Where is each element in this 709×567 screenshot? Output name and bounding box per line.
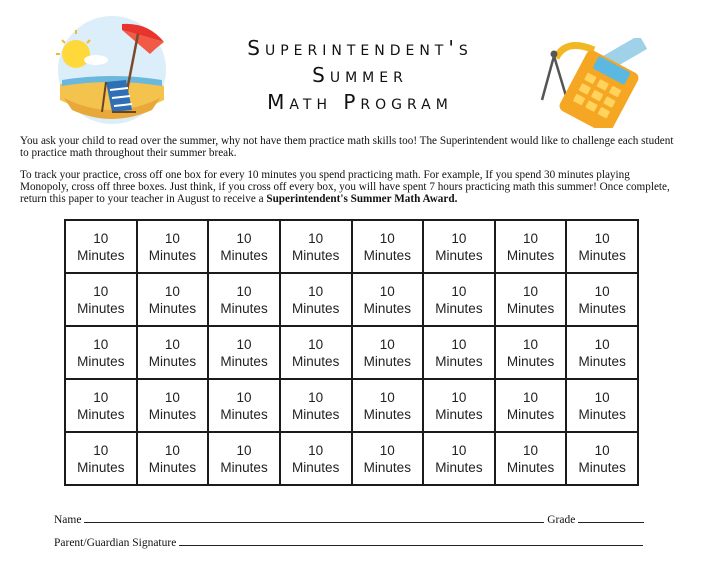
- tracker-box[interactable]: [352, 220, 424, 273]
- name-field[interactable]: [84, 512, 544, 523]
- box-number: 10: [523, 283, 539, 299]
- tracker-box[interactable]: [566, 220, 638, 273]
- box-number: 10: [451, 442, 467, 458]
- tracker-box[interactable]: [423, 432, 495, 485]
- box-unit: Minutes: [578, 247, 626, 263]
- tracker-box[interactable]: [65, 273, 137, 326]
- name-label: Name: [54, 514, 82, 526]
- tracker-box[interactable]: [423, 220, 495, 273]
- box-unit: Minutes: [363, 406, 411, 422]
- tracker-row: [65, 220, 638, 273]
- box-unit: Minutes: [435, 300, 483, 316]
- box-unit: Minutes: [220, 406, 268, 422]
- tracker-box[interactable]: [280, 326, 352, 379]
- box-number: 10: [308, 283, 324, 299]
- box-number: 10: [451, 230, 467, 246]
- box-number: 10: [93, 442, 109, 458]
- tracker-box[interactable]: [566, 326, 638, 379]
- box-unit: Minutes: [506, 406, 555, 422]
- box-number: 10: [594, 442, 610, 458]
- box-unit: Minutes: [220, 353, 268, 369]
- box-number: 10: [523, 389, 539, 405]
- signature-row: [54, 535, 643, 549]
- box-number: 10: [594, 283, 610, 299]
- box-number: 10: [379, 389, 395, 405]
- tracker-box[interactable]: [495, 432, 567, 485]
- box-unit: Minutes: [292, 459, 340, 475]
- box-number: 10: [308, 389, 324, 405]
- tracker-box[interactable]: [495, 273, 567, 326]
- tracker-box[interactable]: [566, 273, 638, 326]
- box-number: 10: [236, 336, 252, 352]
- box-number: 10: [379, 230, 395, 246]
- box-unit: Minutes: [148, 247, 197, 263]
- tracker-box[interactable]: [65, 432, 137, 485]
- box-number: 10: [379, 283, 395, 299]
- intro-paragraph: You ask your child to read over the summer, why not have them practice math skills too! The Superintendent would like to challenge each student to practice math throughout their summer break.: [20, 135, 674, 159]
- signature-label: Parent/Guardian Signature: [54, 537, 177, 549]
- beach-umbrella-chair-icon: [52, 14, 172, 126]
- box-number: 10: [93, 283, 109, 299]
- tracker-box[interactable]: [208, 432, 280, 485]
- box-number: 10: [93, 230, 109, 246]
- box-number: 10: [594, 230, 610, 246]
- box-number: 10: [93, 389, 109, 405]
- tracker-row: [65, 326, 638, 379]
- box-unit: Minutes: [578, 353, 626, 369]
- box-number: 10: [308, 336, 324, 352]
- title-line-2: Summer: [312, 63, 408, 87]
- box-unit: Minutes: [220, 459, 268, 475]
- box-unit: Minutes: [578, 459, 626, 475]
- box-unit: Minutes: [363, 247, 411, 263]
- box-unit: Minutes: [292, 300, 340, 316]
- title-line-3: Math Program: [267, 90, 453, 114]
- box-number: 10: [594, 389, 610, 405]
- title-line-1: Superintendent's: [247, 36, 473, 60]
- tracker-box[interactable]: [566, 432, 638, 485]
- tracker-row: [65, 273, 638, 326]
- box-number: 10: [236, 283, 252, 299]
- box-unit: Minutes: [578, 406, 626, 422]
- box-number: 10: [523, 442, 539, 458]
- box-unit: Minutes: [363, 459, 411, 475]
- box-number: 10: [594, 336, 610, 352]
- tracker-box[interactable]: [65, 379, 137, 432]
- tracker-box[interactable]: [352, 379, 424, 432]
- box-number: 10: [164, 389, 180, 405]
- tracker-row: [65, 432, 638, 485]
- box-number: 10: [308, 442, 324, 458]
- box-unit: Minutes: [363, 353, 411, 369]
- grade-label: Grade: [547, 514, 576, 526]
- box-number: 10: [236, 230, 252, 246]
- box-unit: Minutes: [435, 353, 483, 369]
- instructions-paragraph: [20, 169, 680, 205]
- box-unit: Minutes: [148, 459, 197, 475]
- box-unit: Minutes: [77, 353, 125, 369]
- tracker-box[interactable]: [280, 379, 352, 432]
- box-unit: Minutes: [77, 247, 125, 263]
- box-unit: Minutes: [506, 300, 555, 316]
- box-unit: Minutes: [435, 459, 483, 475]
- tracker-box[interactable]: [423, 273, 495, 326]
- box-unit: Minutes: [506, 353, 555, 369]
- box-unit: Minutes: [148, 353, 197, 369]
- tracker-box[interactable]: [423, 326, 495, 379]
- box-unit: Minutes: [435, 247, 483, 263]
- tracker-box[interactable]: [352, 326, 424, 379]
- name-grade-row: [54, 512, 644, 526]
- award-name: Superintendent's Summer Math Award.: [266, 193, 458, 205]
- tracker-box[interactable]: [495, 326, 567, 379]
- box-unit: Minutes: [578, 300, 626, 316]
- box-number: 10: [164, 336, 180, 352]
- tracker-box[interactable]: [137, 273, 209, 326]
- box-number: 10: [451, 336, 467, 352]
- tracker-box[interactable]: [137, 326, 209, 379]
- box-unit: Minutes: [292, 247, 340, 263]
- box-unit: Minutes: [435, 406, 483, 422]
- box-number: 10: [93, 336, 109, 352]
- box-number: 10: [164, 283, 180, 299]
- tracker-box[interactable]: [137, 379, 209, 432]
- tracker-box[interactable]: [280, 273, 352, 326]
- box-number: 10: [164, 230, 180, 246]
- tracker-box[interactable]: [208, 379, 280, 432]
- tracker-box[interactable]: [137, 432, 209, 485]
- tracker-box[interactable]: [208, 220, 280, 273]
- box-number: 10: [308, 230, 324, 246]
- tracker-box[interactable]: [495, 220, 567, 273]
- tracker-box[interactable]: [352, 432, 424, 485]
- page-title: [230, 35, 490, 116]
- box-number: 10: [523, 336, 539, 352]
- box-unit: Minutes: [220, 247, 268, 263]
- box-number: 10: [451, 389, 467, 405]
- box-unit: Minutes: [292, 406, 340, 422]
- calculator-compass-ruler-icon: [536, 38, 648, 128]
- tracker-box[interactable]: [208, 273, 280, 326]
- signature-field[interactable]: [179, 535, 643, 546]
- tracker-box[interactable]: [208, 326, 280, 379]
- box-unit: Minutes: [220, 300, 268, 316]
- tracker-box[interactable]: [65, 326, 137, 379]
- tracker-box[interactable]: [280, 432, 352, 485]
- box-number: 10: [236, 389, 252, 405]
- box-number: 10: [451, 283, 467, 299]
- tracker-box[interactable]: [566, 379, 638, 432]
- instructions-text: To track your practice, cross off one box for every 10 minutes you spend practicing math. For example, If you spend 30 minutes playing Monopoly, cross off three boxes. Just think, if you cross off every box, you will have spent 7 hours practicing math this summer! Once complete, return this paper to your teacher in August to receive a: [20, 169, 670, 205]
- box-unit: Minutes: [506, 247, 555, 263]
- box-unit: Minutes: [363, 300, 411, 316]
- tracker-box[interactable]: [137, 220, 209, 273]
- box-unit: Minutes: [77, 300, 125, 316]
- box-number: 10: [379, 442, 395, 458]
- tracker-box[interactable]: [352, 273, 424, 326]
- grade-field[interactable]: [578, 512, 644, 523]
- box-unit: Minutes: [148, 300, 197, 316]
- box-unit: Minutes: [292, 353, 340, 369]
- tracker-box[interactable]: [495, 379, 567, 432]
- box-unit: Minutes: [148, 406, 197, 422]
- box-number: 10: [164, 442, 180, 458]
- box-unit: Minutes: [77, 406, 125, 422]
- box-number: 10: [523, 230, 539, 246]
- box-number: 10: [379, 336, 395, 352]
- box-unit: Minutes: [77, 459, 125, 475]
- tracker-row: [65, 379, 638, 432]
- minutes-tracker-grid: [64, 219, 639, 486]
- box-number: 10: [236, 442, 252, 458]
- tracker-box[interactable]: [423, 379, 495, 432]
- tracker-box[interactable]: [65, 220, 137, 273]
- box-unit: Minutes: [506, 459, 555, 475]
- tracker-box[interactable]: [280, 220, 352, 273]
